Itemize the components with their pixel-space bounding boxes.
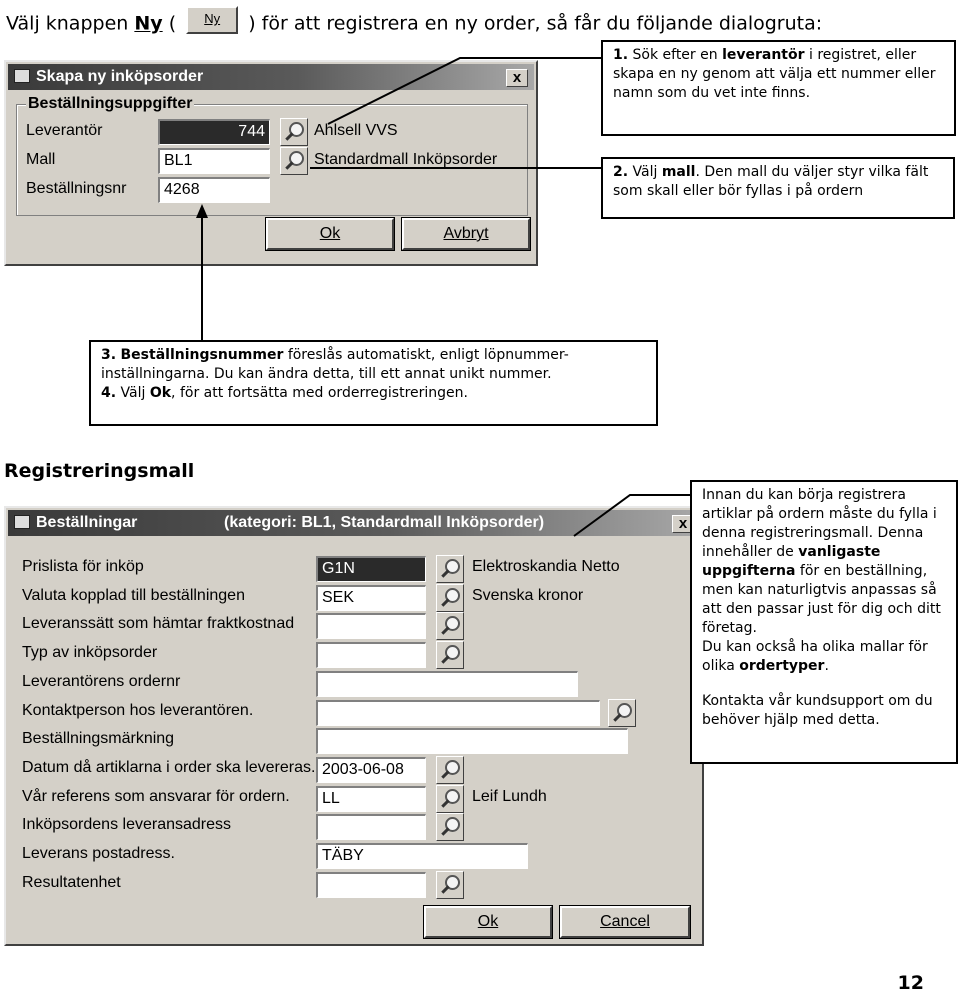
line-callout1 (328, 58, 601, 124)
line-callout4 (574, 495, 690, 536)
template-row-desc: Svenska kronor (472, 586, 584, 604)
callout4-text-a: Innan du kan börja registrera artiklar på ordern måste du fylla i denna registreringsmall. Denna innehåller de (702, 487, 937, 560)
intro-bold-ny: Ny (134, 12, 163, 35)
template-row-label: Datum då artiklarna i order ska levereras. (22, 758, 316, 776)
template-row-field[interactable]: TÄBY (316, 843, 528, 869)
callout1-text-b: i registret, eller skapa en ny genom att välja ett nummer eller namn som du vet inte finns. (613, 47, 936, 101)
section-heading: Registreringsmall (4, 460, 195, 482)
callout3-number: 3. (101, 347, 117, 363)
callout3-bold-ok: Ok (149, 385, 172, 401)
template-row-label: Leverantörens ordernr (22, 672, 181, 690)
cancel-button[interactable]: Cancel (560, 906, 690, 938)
intro-suffix: ) för att registrera en ny order, så får du följande dialogruta: (248, 12, 823, 35)
callout2-number: 2. (613, 164, 629, 180)
template-row-field[interactable]: 2003-06-08 (316, 757, 426, 783)
callout4-bold-b: ordertyper (739, 658, 825, 674)
template-row-label: Leverans postadress. (22, 845, 175, 862)
callout3-bold: Beställningsnummer (120, 347, 284, 363)
callout3-text-b: Välj (120, 385, 146, 401)
intro-prefix: Välj knappen (6, 12, 129, 35)
label-order-number: Beställningsnr (26, 180, 127, 197)
supplier-name: Ahlsell VVS (314, 122, 398, 139)
close-button[interactable]: x (506, 69, 528, 87)
callout4-text-b: för en beställning, men kan naturligtvis anpassas så att den passar just för dig och ditt företag. (702, 563, 941, 636)
template-row-desc: Leif Lundh (472, 787, 547, 805)
callout3-text-c: , för att fortsätta med orderregistreringen. (171, 385, 468, 401)
arrow-head (196, 204, 208, 218)
order-number-field[interactable]: 4268 (158, 177, 270, 203)
callout4-bold-a: vanligaste uppgifterna (702, 544, 881, 579)
callout1-text-a: Sök efter en (632, 47, 718, 63)
template-row-label: Valuta kopplad till beställningen (22, 586, 245, 604)
template-row-label: Kontaktperson hos leverantören. (22, 701, 254, 719)
cancel-button[interactable]: Avbryt (402, 218, 530, 250)
label-leverantor: Leverantör (26, 122, 103, 139)
callout4-text-d: . (824, 658, 829, 674)
template-row-desc: Elektroskandia Netto (472, 558, 620, 575)
group-title: Beställningsuppgifter (28, 95, 193, 112)
callout3-text-a: föreslås automatiskt, enligt löpnummer-inställningarna. Du kan ändra detta, till ett annat unikt nummer. (101, 347, 569, 382)
template-row-label: Typ av inköpsorder (22, 644, 158, 662)
callout2-text-a: Välj (632, 164, 658, 180)
close-button[interactable]: x (672, 515, 694, 533)
callout4-text-e: Kontakta vår kundsupport om du behöver hjälp med detta. (702, 693, 933, 728)
template-row-label: Vår referens som ansvarar för ordern. (22, 787, 290, 805)
dialog-title: Skapa ny inköpsorder (36, 68, 204, 85)
template-row-label: Resultatenhet (22, 873, 121, 891)
callout1-number: 1. (613, 47, 629, 63)
dialog2-title: Beställningar (36, 514, 138, 531)
template-field[interactable]: BL1 (158, 148, 270, 174)
intro-paren: ( (168, 12, 177, 35)
template-row-field[interactable]: SEK (316, 585, 426, 611)
callout4-number: 4. (101, 385, 117, 401)
callout1-bold: leverantör (722, 47, 805, 63)
template-row-label: Leveranssätt som hämtar fraktkostnad (22, 615, 295, 633)
template-row-label: Inköpsordens leveransadress (22, 816, 232, 834)
callout4-text-c: Du kan också ha olika mallar för olika (702, 639, 928, 674)
template-row-field[interactable]: G1N (316, 556, 426, 582)
ny-button-image: Ny (186, 6, 238, 34)
ok-button[interactable]: Ok (266, 218, 394, 250)
supplier-field[interactable]: 744 (158, 119, 270, 145)
template-name: Standardmall Inköpsorder (314, 151, 498, 168)
template-row-field[interactable]: LL (316, 786, 426, 812)
dialog2-subtitle: (kategori: BL1, Standardmall Inköpsorder) (224, 514, 545, 531)
page-number: 12 (897, 972, 924, 994)
ok-button[interactable]: Ok (424, 906, 552, 938)
callout2-text-b: . Den mall du väljer styr vilka fält som skall eller bör fyllas i på ordern (613, 164, 929, 199)
callout2-bold: mall (661, 164, 696, 180)
label-mall: Mall (26, 151, 56, 168)
template-row-label: Beställningsmärkning (22, 730, 175, 748)
template-row-label: Prislista för inköp (22, 558, 144, 575)
